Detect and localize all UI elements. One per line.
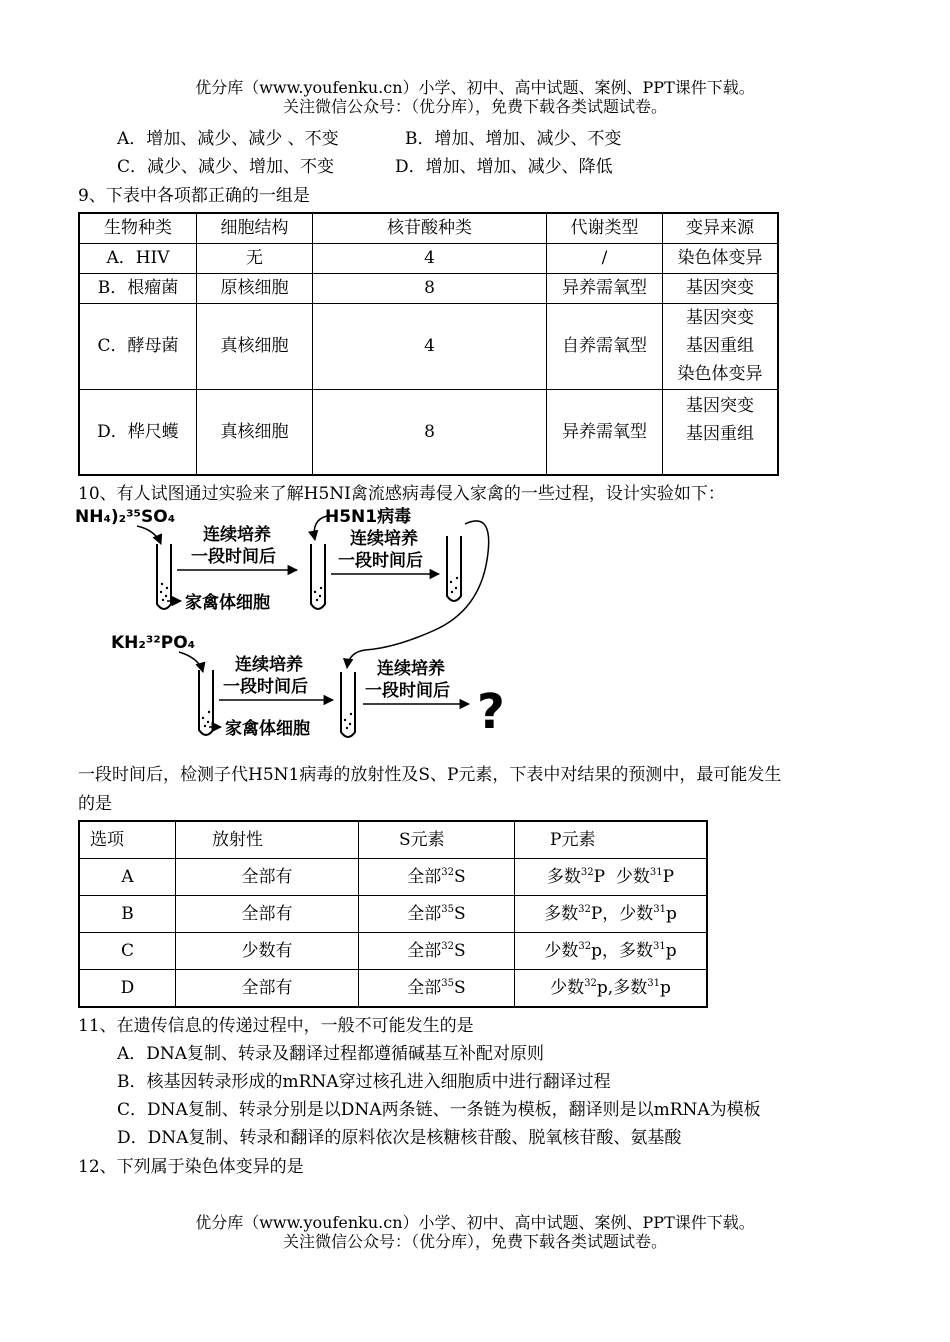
p-term: 多数 (544, 904, 579, 924)
reagent-potassium-phosphate: KH₂³²PO₄ (111, 633, 196, 653)
q10-radioactivity: 全部有 (176, 859, 359, 896)
p-term: 多数 (619, 941, 653, 961)
q9-organism: D．桦尺蠖 (79, 389, 197, 475)
q9-nucleotides: 4 (313, 243, 547, 273)
p-mass: 31 (653, 904, 667, 915)
q11-stem: 11、在遗传信息的传递过程中，一般不可能发生的是 (78, 1016, 474, 1036)
q9-organism: A．HIV (79, 243, 197, 273)
q9-variation (663, 273, 779, 303)
table-row (79, 389, 778, 475)
q10-option: C (79, 933, 176, 970)
table-row (79, 970, 707, 1008)
s-prefix: 全部 (407, 904, 442, 924)
p-symbol: p， (591, 941, 619, 961)
p-term: 少数 (550, 978, 585, 998)
p-mass: 32 (578, 941, 592, 952)
q10-option: A (79, 859, 176, 896)
s-mass: 35 (441, 904, 455, 915)
q11-option-b: B．核基因转录形成的mRNA穿过核孔进入细胞质中进行翻译过程 (117, 1072, 611, 1092)
q10-phosphorus (515, 970, 708, 1008)
experiment-diagram (75, 500, 535, 750)
table-row (79, 273, 778, 303)
footer-line-2: 关注微信公众号：（优分库），免费下载各类试题试卷。 (282, 1232, 667, 1251)
q10-question-line-2: 的是 (78, 794, 112, 814)
q9-metabolism: / (547, 243, 663, 273)
p-term: 多数 (613, 978, 648, 998)
s-symbol: S (454, 867, 466, 887)
q8-option-a: A．增加、减少、减少 、不变 (117, 129, 339, 149)
p-mass: 32 (578, 904, 591, 915)
p-symbol: p (665, 941, 677, 961)
q9-organism: B．根瘤菌 (79, 273, 197, 303)
s-mass: 32 (441, 941, 455, 952)
q9-header-nucleotides: 核苷酸种类 (313, 213, 547, 243)
q8-option-c: C．减少、减少、增加、不变 (117, 157, 335, 177)
q9-header-cell: 细胞结构 (197, 213, 313, 243)
q9-nucleotides: 8 (313, 389, 547, 475)
variation-item: 染色体变异 (677, 364, 763, 384)
s-prefix: 全部 (407, 941, 442, 961)
variation-item: 基因重组 (686, 423, 754, 444)
p-term: 少数 (619, 904, 654, 924)
culture-label-1a: 连续培养 (203, 525, 271, 545)
s-mass: 32 (441, 867, 455, 878)
test-tube-2 (311, 544, 325, 609)
arrow-reagent2 (179, 652, 203, 672)
p-mass: 32 (580, 867, 594, 878)
s-symbol: S (454, 941, 466, 961)
p-term: 多数 (546, 867, 581, 887)
q9-nucleotides: 4 (313, 303, 547, 389)
q10-phosphorus (515, 896, 708, 933)
q12-stem: 12、下列属于染色体变异的是 (78, 1157, 304, 1177)
q10-sulfur (359, 859, 515, 896)
p-mass: 31 (653, 941, 666, 952)
p-term: 少数 (544, 941, 579, 961)
q10-phosphorus (515, 933, 708, 970)
test-tube-1 (157, 544, 171, 609)
p-symbol: P (593, 867, 616, 887)
q9-header-metabolism: 代谢类型 (547, 213, 663, 243)
q10-option: B (79, 896, 176, 933)
q9-metabolism: 自养需氧型 (547, 303, 663, 389)
q10-option: D (79, 970, 176, 1008)
q8-option-d: D．增加、增加、减少、降低 (395, 157, 613, 177)
q10-radioactivity: 少数有 (176, 933, 359, 970)
q10-header-radioactivity: 放射性 (176, 821, 359, 859)
p-symbol: P (662, 867, 675, 887)
s-symbol: S (454, 904, 466, 924)
q9-stem: 9、下表中各项都正确的一组是 (78, 186, 310, 206)
culture-label-3a: 连续培养 (235, 655, 303, 675)
q10-question-line-1: 一段时间后，检测子代H5N1病毒的放射性及S、P元素，下表中对结果的预测中，最可能发生 (78, 765, 782, 785)
culture-label-2a: 连续培养 (350, 529, 418, 549)
variation-item: 基因突变 (686, 278, 754, 298)
culture-label-4b: 一段时间后 (365, 681, 450, 701)
q10-table (78, 820, 708, 1008)
p-mass: 31 (649, 867, 663, 878)
cells-label-2: 家禽体细胞 (225, 719, 310, 739)
footer-line-1: 优分库（www.youfenku.cn）小学、初中、高中试题、案例、PPT课件下载。 (195, 1213, 755, 1232)
q11-option-a: A．DNA复制、转录及翻译过程都遵循碱基互补配对原则 (117, 1044, 545, 1064)
q9-header-variation: 变异来源 (663, 213, 779, 243)
p-mass: 31 (647, 978, 660, 989)
reagent-ammonium-sulfate: NH₄)₂³⁵SO₄ (75, 507, 176, 527)
header-line-1: 优分库（www.youfenku.cn）小学、初中、高中试题、案例、PPT课件下载。 (195, 78, 755, 97)
table-row (79, 933, 707, 970)
q9-header-organism: 生物种类 (79, 213, 197, 243)
table-row (79, 243, 778, 273)
q9-variation (663, 389, 779, 475)
q10-header-sulfur: S元素 (359, 821, 515, 859)
q9-metabolism: 异养需氧型 (547, 389, 663, 475)
q10-radioactivity: 全部有 (176, 896, 359, 933)
p-symbol: p (666, 904, 677, 924)
q9-metabolism: 异养需氧型 (547, 273, 663, 303)
s-mass: 35 (441, 978, 455, 989)
variation-item: 基因重组 (686, 336, 754, 356)
culture-label-4a: 连续培养 (377, 659, 445, 679)
q11-option-d: D．DNA复制、转录和翻译的原料依次是核糖核苷酸、脱氧核苷酸、氨基酸 (117, 1128, 682, 1148)
q10-radioactivity: 全部有 (176, 970, 359, 1008)
q10-header-option: 选项 (79, 821, 176, 859)
test-tube-4 (199, 670, 213, 735)
p-symbol: p (659, 978, 671, 998)
q9-table (78, 212, 779, 476)
variation-item: 基因突变 (686, 308, 754, 328)
arrow-reagent1 (137, 526, 161, 544)
cells-label-1: 家禽体细胞 (185, 593, 270, 613)
question-mark: ? (477, 684, 505, 740)
p-mass: 32 (584, 978, 597, 989)
table-row (79, 303, 778, 389)
culture-label-2b: 一段时间后 (338, 551, 423, 571)
q9-cell: 无 (197, 243, 313, 273)
q8-option-b: B．增加、增加、减少、不变 (405, 129, 622, 149)
s-prefix: 全部 (407, 867, 442, 887)
q9-nucleotides: 8 (313, 273, 547, 303)
variation-item: 染色体变异 (677, 248, 763, 268)
q9-cell: 原核细胞 (197, 273, 313, 303)
q10-sulfur (359, 970, 515, 1008)
q9-cell: 真核细胞 (197, 389, 313, 475)
q9-organism: C．酵母菌 (79, 303, 197, 389)
table-row (79, 896, 707, 933)
s-prefix: 全部 (407, 978, 442, 998)
variation-item: 基因突变 (686, 395, 754, 416)
virus-label: H5N1病毒 (325, 507, 412, 527)
q9-variation (663, 243, 779, 273)
q11-option-c: C．DNA复制、转录分别是以DNA两条链、一条链为模板，翻译则是以mRNA为模板 (117, 1100, 761, 1120)
culture-label-3b: 一段时间后 (223, 677, 308, 697)
p-symbol: P， (590, 904, 620, 924)
q10-sulfur (359, 896, 515, 933)
culture-label-1b: 一段时间后 (191, 547, 276, 567)
header-line-2: 关注微信公众号：（优分库），免费下载各类试题试卷。 (282, 97, 667, 116)
q10-header-phosphorus: P元素 (515, 821, 708, 859)
p-symbol: p, (596, 978, 614, 998)
p-term: 少数 (615, 867, 650, 887)
test-tube-5 (341, 672, 355, 737)
table-row (79, 859, 707, 896)
q10-stem: 10、有人试图通过实验来了解H5NI禽流感病毒侵入家禽的一些过程，设计实验如下： (78, 484, 725, 504)
q10-sulfur (359, 933, 515, 970)
q9-variation (663, 303, 779, 389)
test-tube-3 (447, 536, 461, 601)
q9-cell: 真核细胞 (197, 303, 313, 389)
q10-phosphorus (515, 859, 708, 896)
s-symbol: S (454, 978, 466, 998)
